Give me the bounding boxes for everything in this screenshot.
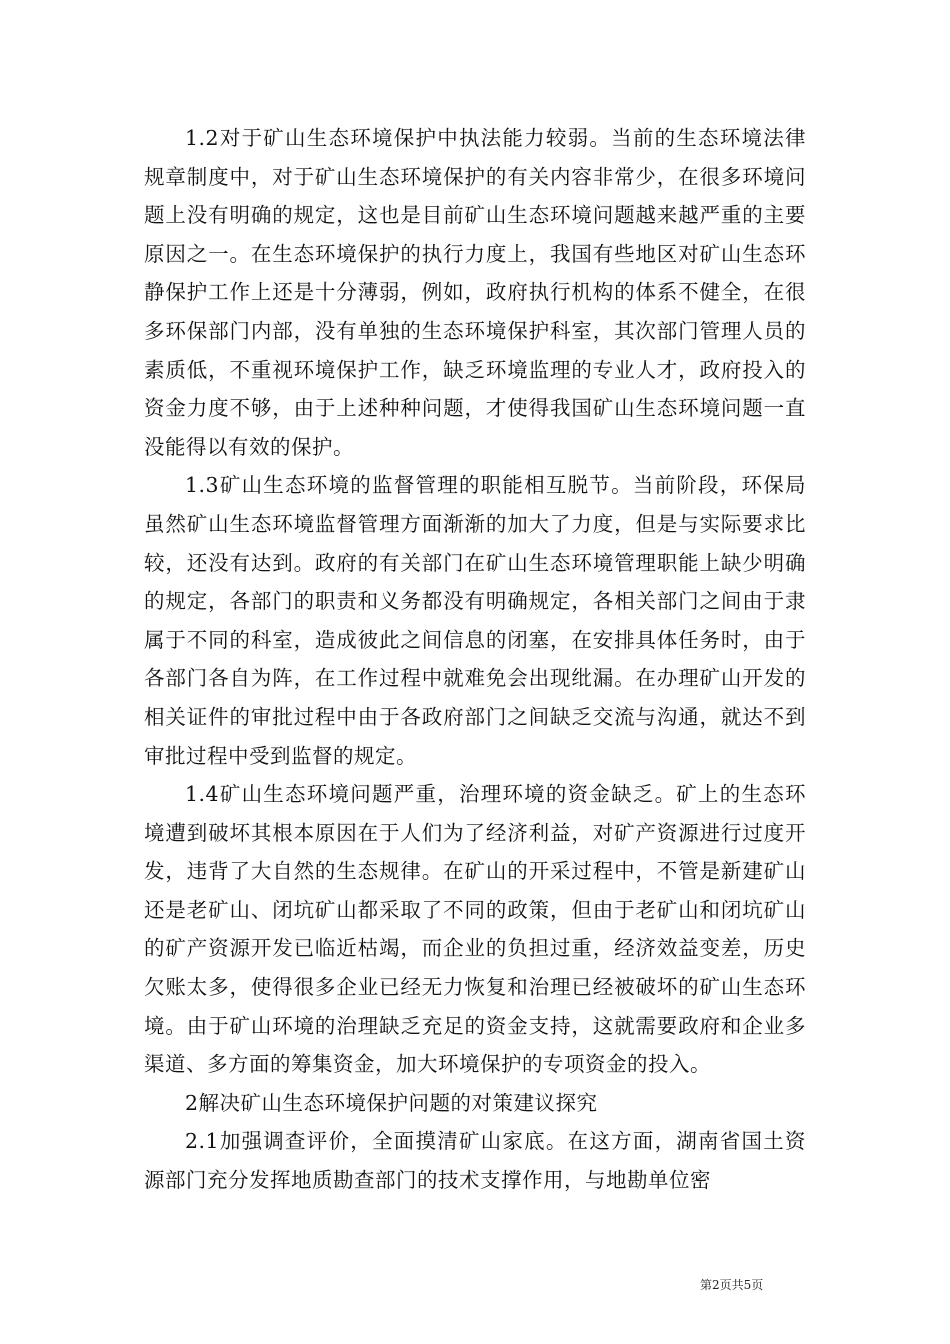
paragraph-2-1: 2.1加强调查评价，全面摸清矿山家底。在这方面，湖南省国土资源部门充分发挥地质勘查部门的技术支撑作用，与地勘单位密: [144, 1129, 806, 1193]
paragraph-1-2: 1.2对于矿山生态环境保护中执法能力较弱。当前的生态环境法律规章制度中，对于矿山生态环境保护的有关内容非常少，在很多环境问题上没有明确的规定，这也是目前矿山生态环境问题越来越严重的主要原因之一。在生态环境保护的执行力度上，我国有些地区对矿山生态环静保护工作上还是十分薄弱，例如，政府执行机构的体系不健全，在很多环保部门内部，没有单独的生态环境保护科室，其次部门管理人员的素质低，不重视环境保护工作，缺乏环境监理的专业人才，政府投入的资金力度不够，由于上述种种问题，才使得我国矿山生态环境问题一直没能得以有效的保护。: [144, 126, 806, 459]
page-number: 第2页共5页: [700, 1278, 764, 1292]
paragraph-1-4: 1.4矿山生态环境问题严重，治理环境的资金缺乏。矿上的生态环境遭到破坏其根本原因在于人们为了经济利益，对矿产资源进行过度开发，违背了大自然的生态规律。在矿山的开采过程中，不管是新建矿山还是老矿山、闭坑矿山都采取了不同的政策，但由于老矿山和闭坑矿山的矿产资源开发已临近枯竭，而企业的负担过重，经济效益变差，历史欠账太多，使得很多企业已经无力恢复和治理已经被破坏的矿山生态环境。由于矿山环境的治理缺乏充足的资金支持，这就需要政府和企业多渠道、多方面的筹集资金，加大环境保护的专项资金的投入。: [144, 782, 806, 1077]
paragraph-1-3: 1.3矿山生态环境的监督管理的职能相互脱节。当前阶段，环保局虽然矿山生态环境监督管理方面渐渐的加大了力度，但是与实际要求比较，还没有达到。政府的有关部门在矿山生态环境管理职能上缺少明确的规定，各部门的职责和义务都没有明确规定，各相关部门之间由于隶属于不同的科室，造成彼此之间信息的闭塞，在安排具体任务时，由于各部门各自为阵，在工作过程中就难免会出现纰漏。在办理矿山开发的相关证件的审批过程中由于各政府部门之间缺乏交流与沟通，就达不到审批过程中受到监督的规定。: [144, 473, 806, 768]
section-heading-2: 2解决矿山生态环境保护问题的对策建议探究: [185, 1090, 598, 1115]
document-body: [144, 119, 806, 1200]
